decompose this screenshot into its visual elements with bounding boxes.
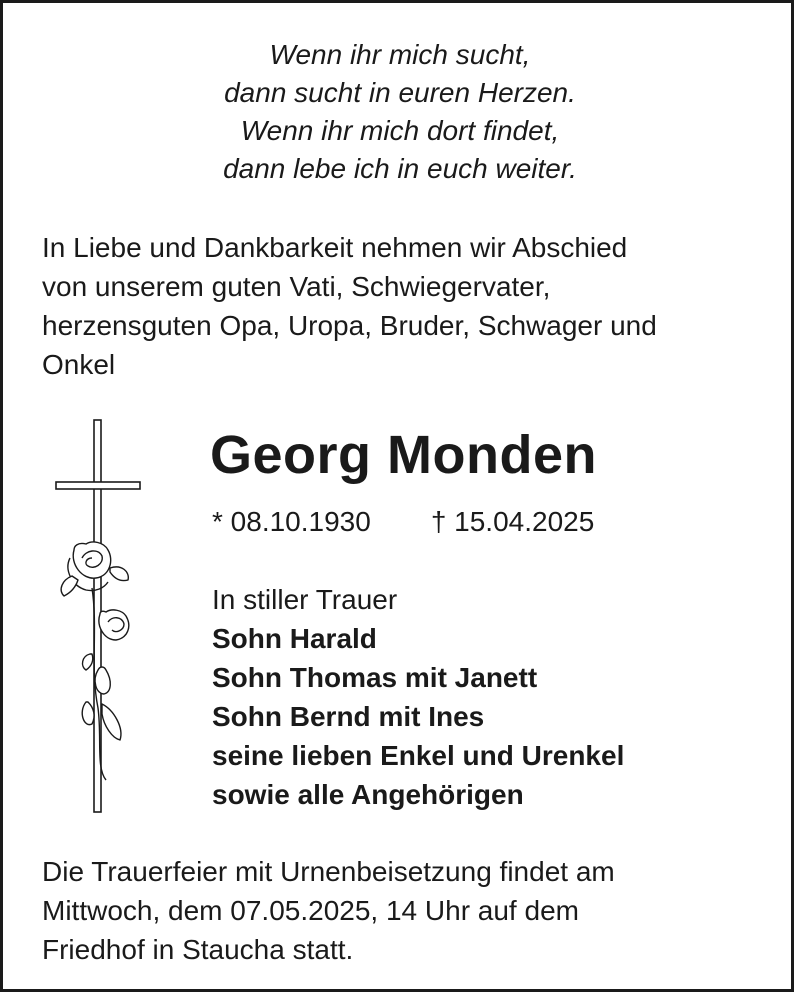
poem-line: Wenn ihr mich sucht,: [269, 39, 531, 70]
funeral-line: Mittwoch, dem 07.05.2025, 14 Uhr auf dem: [42, 895, 579, 926]
mourner-name: sowie alle Angehörigen: [212, 779, 524, 810]
mourner-name: seine lieben Enkel und Urenkel: [212, 740, 625, 771]
mourner-name: Sohn Harald: [212, 623, 377, 654]
intro-text: [42, 228, 772, 384]
mourners-list: [212, 580, 624, 814]
funeral-line: Die Trauerfeier mit Urnenbeisetzung findet am: [42, 856, 615, 887]
deceased-name: Georg Monden: [210, 425, 597, 485]
intro-line: Onkel: [42, 349, 116, 380]
birth-date: * 08.10.1930: [212, 506, 371, 537]
intro-line: von unserem guten Vati, Schwiegervater,: [42, 271, 551, 302]
poem-line: dann sucht in euren Herzen.: [224, 77, 576, 108]
life-dates: [212, 502, 594, 542]
poem-line: dann lebe ich in euch weiter.: [223, 153, 577, 184]
funeral-info: [42, 852, 772, 969]
intro-line: herzensguten Opa, Uropa, Bruder, Schwager und: [42, 310, 657, 341]
death-date: † 15.04.2025: [430, 506, 595, 537]
funeral-line: Friedhof in Staucha statt.: [42, 934, 354, 965]
poem-line: Wenn ihr mich dort findet,: [240, 115, 560, 146]
poem: [100, 36, 700, 188]
mourner-name: Sohn Bernd mit Ines: [212, 701, 485, 732]
cross-with-roses-icon: [52, 418, 148, 818]
intro-line: In Liebe und Dankbarkeit nehmen wir Abschied: [42, 232, 628, 263]
mourner-name: Sohn Thomas mit Janett: [212, 662, 538, 693]
mourners-heading: In stiller Trauer: [212, 584, 398, 615]
